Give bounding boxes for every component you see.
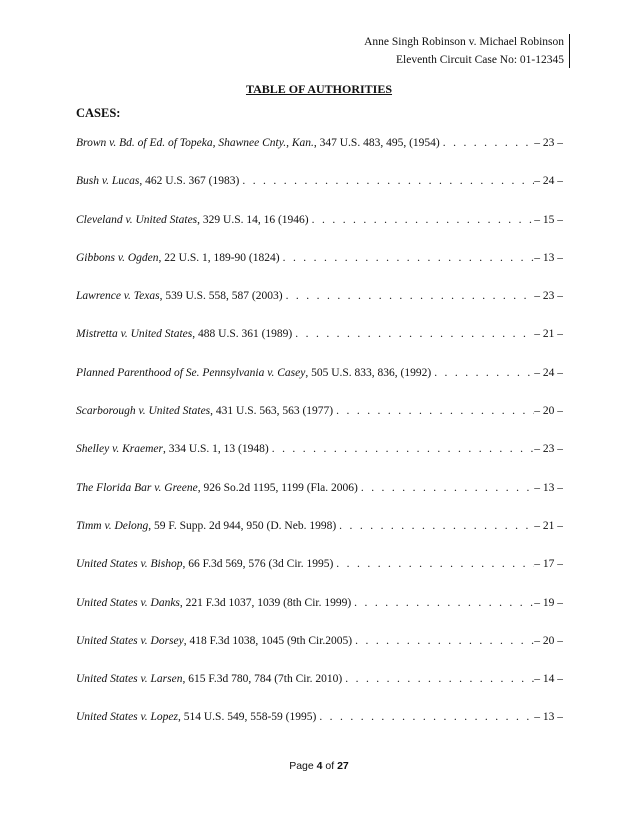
case-name: The Florida Bar v. Greene [76,481,198,494]
header-vertical-rule [569,34,570,68]
citation [76,162,239,200]
dot-leader [431,354,534,392]
case-name: Gibbons v. Ogden [76,251,159,264]
case-name: Timm v. Delong [76,519,149,532]
case-name: Scarborough v. United States [76,405,211,418]
case-name: Cleveland v. United States [76,213,198,226]
dot-leader [336,507,534,545]
citation [76,277,283,315]
reporter-citation: , 334 U.S. 1, 13 (1948) [162,443,269,456]
page-reference: – 24 – [534,366,563,379]
current-page-number: 4 [316,760,323,772]
dot-leader [283,277,535,315]
reporter-citation: , 926 So.2d 1195, 1199 (Fla. 2006) [197,481,358,494]
citation [76,239,280,277]
dot-leader [280,239,535,277]
citation [76,660,342,698]
page-reference: – 15 – [534,213,563,226]
dot-leader [352,622,534,660]
dot-leader [309,201,535,239]
authority-entry [76,698,563,736]
case-name: United States v. Dorsey [76,634,184,647]
authority-entry [76,545,563,583]
authority-entry [76,430,563,468]
reporter-citation: , 221 F.3d 1037, 1039 (8th Cir. 1999) [179,596,352,609]
reporter-citation: , 462 U.S. 367 (1983) [139,175,240,188]
citation [76,201,309,239]
authorities-list [76,124,563,737]
page-reference: – 13 – [534,481,563,494]
dot-leader [333,392,534,430]
citation [76,584,351,622]
document-header [364,33,564,69]
dot-leader [333,545,534,583]
citation [76,622,352,660]
dot-leader [316,698,534,736]
case-name: Bush v. Lucas [76,175,140,188]
page-reference: – 21 – [534,519,563,532]
case-name: United States v. Bishop [76,558,183,571]
case-name: Mistretta v. United States [76,328,193,341]
footer-prefix: Page [289,760,317,772]
citation [76,469,358,507]
page-reference: – 21 – [534,328,563,341]
citation [76,507,336,545]
reporter-citation: , 418 F.3d 1038, 1045 (9th Cir.2005) [183,634,353,647]
authority-entry [76,162,563,200]
page-reference: – 23 – [534,290,563,303]
authority-entry [76,469,563,507]
total-page-count: 27 [337,760,349,772]
authority-entry [76,201,563,239]
page-reference: – 17 – [534,558,563,571]
citation [76,354,431,392]
header-case-caption: Anne Singh Robinson v. Michael Robinson [364,36,564,48]
authority-entry [76,354,563,392]
page-reference: – 20 – [534,634,563,647]
reporter-citation: , 505 U.S. 833, 836, (1992) [305,366,432,379]
authority-entry [76,277,563,315]
reporter-citation: , 488 U.S. 361 (1989) [192,328,293,341]
authority-entry [76,507,563,545]
header-case-number: Eleventh Circuit Case No: 01-12345 [396,54,564,66]
case-name: United States v. Larsen [76,673,183,686]
page-reference: – 20 – [534,405,563,418]
reporter-citation: , 431 U.S. 563, 563 (1977) [210,405,334,418]
page-reference: – 13 – [534,251,563,264]
reporter-citation: , 615 F.3d 780, 784 (7th Cir. 2010) [182,673,343,686]
citation [76,430,269,468]
reporter-citation: , 66 F.3d 569, 576 (3d Cir. 1995) [182,558,334,571]
reporter-citation: , 59 F. Supp. 2d 944, 950 (D. Neb. 1998) [148,519,337,532]
authority-entry [76,584,563,622]
footer-of: of [322,760,338,772]
dot-leader [358,469,534,507]
dot-leader [351,584,534,622]
case-name: Lawrence v. Texas [76,290,160,303]
page-reference: – 19 – [534,596,563,609]
citation [76,545,333,583]
page-title: TABLE OF AUTHORITIES [245,82,393,96]
section-heading-cases: CASES: [76,106,121,120]
authority-entry [76,239,563,277]
authority-entry [76,124,563,162]
citation [76,315,292,353]
dot-leader [239,162,534,200]
page-reference: – 24 – [534,175,563,188]
authority-entry [76,315,563,353]
page-footer [0,760,638,772]
authority-entry [76,392,563,430]
reporter-citation: , 329 U.S. 14, 16 (1946) [197,213,309,226]
reporter-citation: , 347 U.S. 483, 495, (1954) [313,137,440,149]
citation [76,124,440,162]
page-reference: – 23 – [534,443,563,456]
case-name: Shelley v. Kraemer [76,443,163,456]
dot-leader [342,660,534,698]
authority-entry [76,660,563,698]
authority-entry [76,622,563,660]
case-name: United States v. Danks [76,596,180,609]
case-name: United States v. Lopez [76,711,178,724]
page-reference: – 14 – [534,673,563,686]
page-reference: – 13 – [534,711,563,724]
reporter-citation: , 539 U.S. 558, 587 (2003) [159,290,283,303]
citation [76,698,316,736]
case-name: Planned Parenthood of Se. Pennsylvania v. Casey [76,366,306,379]
page-reference: – 23 – [534,137,563,149]
dot-leader [440,124,535,162]
dot-leader [292,315,534,353]
reporter-citation: , 514 U.S. 549, 558-59 (1995) [178,711,317,724]
dot-leader [269,430,535,468]
reporter-citation: , 22 U.S. 1, 189-90 (1824) [158,251,280,264]
citation [76,392,333,430]
case-name: Brown v. Bd. of Ed. of Topeka, Shawnee Cnty., Kan. [76,137,314,149]
